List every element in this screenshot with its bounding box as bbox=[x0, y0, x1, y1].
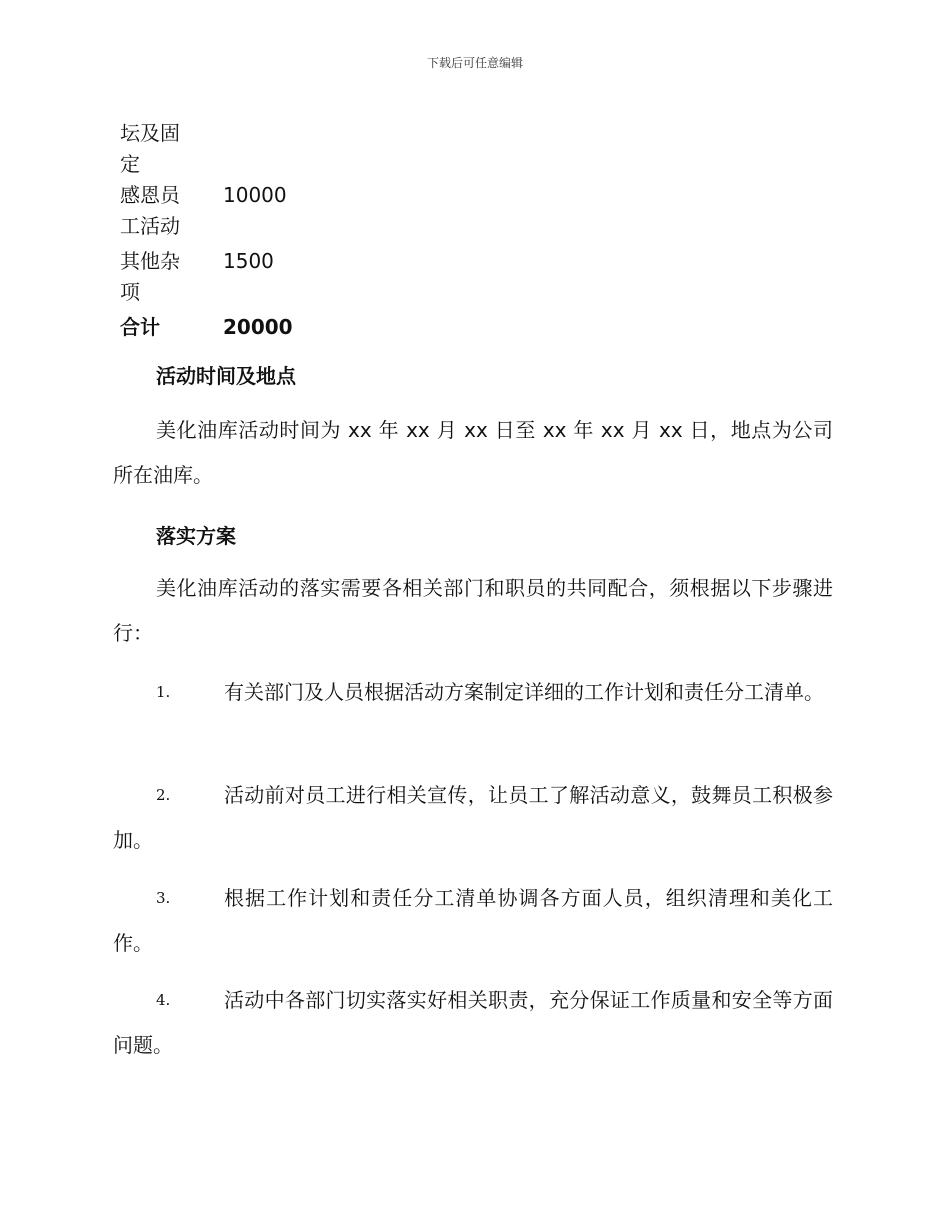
row-value: 1500 bbox=[223, 249, 274, 273]
list-number: 2. bbox=[156, 786, 171, 804]
list-text: 活动中各部门切实落实好相关职责，充分保证工作质量和安全等方面问题。 bbox=[113, 988, 833, 1057]
list-item bbox=[113, 670, 833, 715]
list-item bbox=[113, 978, 833, 1068]
section-heading-plan: 落实方案 bbox=[156, 524, 236, 548]
page-header: 下载后可任意编辑 bbox=[426, 56, 523, 70]
paragraph-time: 美化油库活动时间为 xx 年 xx 月 xx 日至 xx 年 xx 月 xx 日，地点为公司所在油库。 bbox=[113, 418, 833, 487]
section-heading-time: 活动时间及地点 bbox=[156, 364, 296, 388]
list-text: 活动前对员工进行相关宣传，让员工了解活动意义，鼓舞员工积极参加。 bbox=[113, 783, 833, 852]
total-value: 20000 bbox=[223, 315, 293, 339]
paragraph-plan-intro: 美化油库活动的落实需要各相关部门和职员的共同配合，须根据以下步骤进行： bbox=[113, 576, 833, 645]
list-text: 有关部门及人员根据活动方案制定详细的工作计划和责任分工清单。 bbox=[224, 680, 824, 704]
list-item bbox=[113, 876, 833, 966]
list-item bbox=[113, 773, 833, 863]
row-label: 感恩员工活动 bbox=[120, 183, 180, 238]
list-number: 4. bbox=[156, 991, 171, 1009]
list-number: 1. bbox=[156, 683, 171, 701]
row-value: 10000 bbox=[223, 183, 287, 207]
total-label: 合计 bbox=[120, 315, 160, 339]
list-number: 3. bbox=[156, 889, 171, 907]
row-label: 坛及固定 bbox=[120, 121, 180, 176]
list-text: 根据工作计划和责任分工清单协调各方面人员，组织清理和美化工作。 bbox=[113, 886, 833, 955]
row-label: 其他杂项 bbox=[120, 249, 180, 304]
